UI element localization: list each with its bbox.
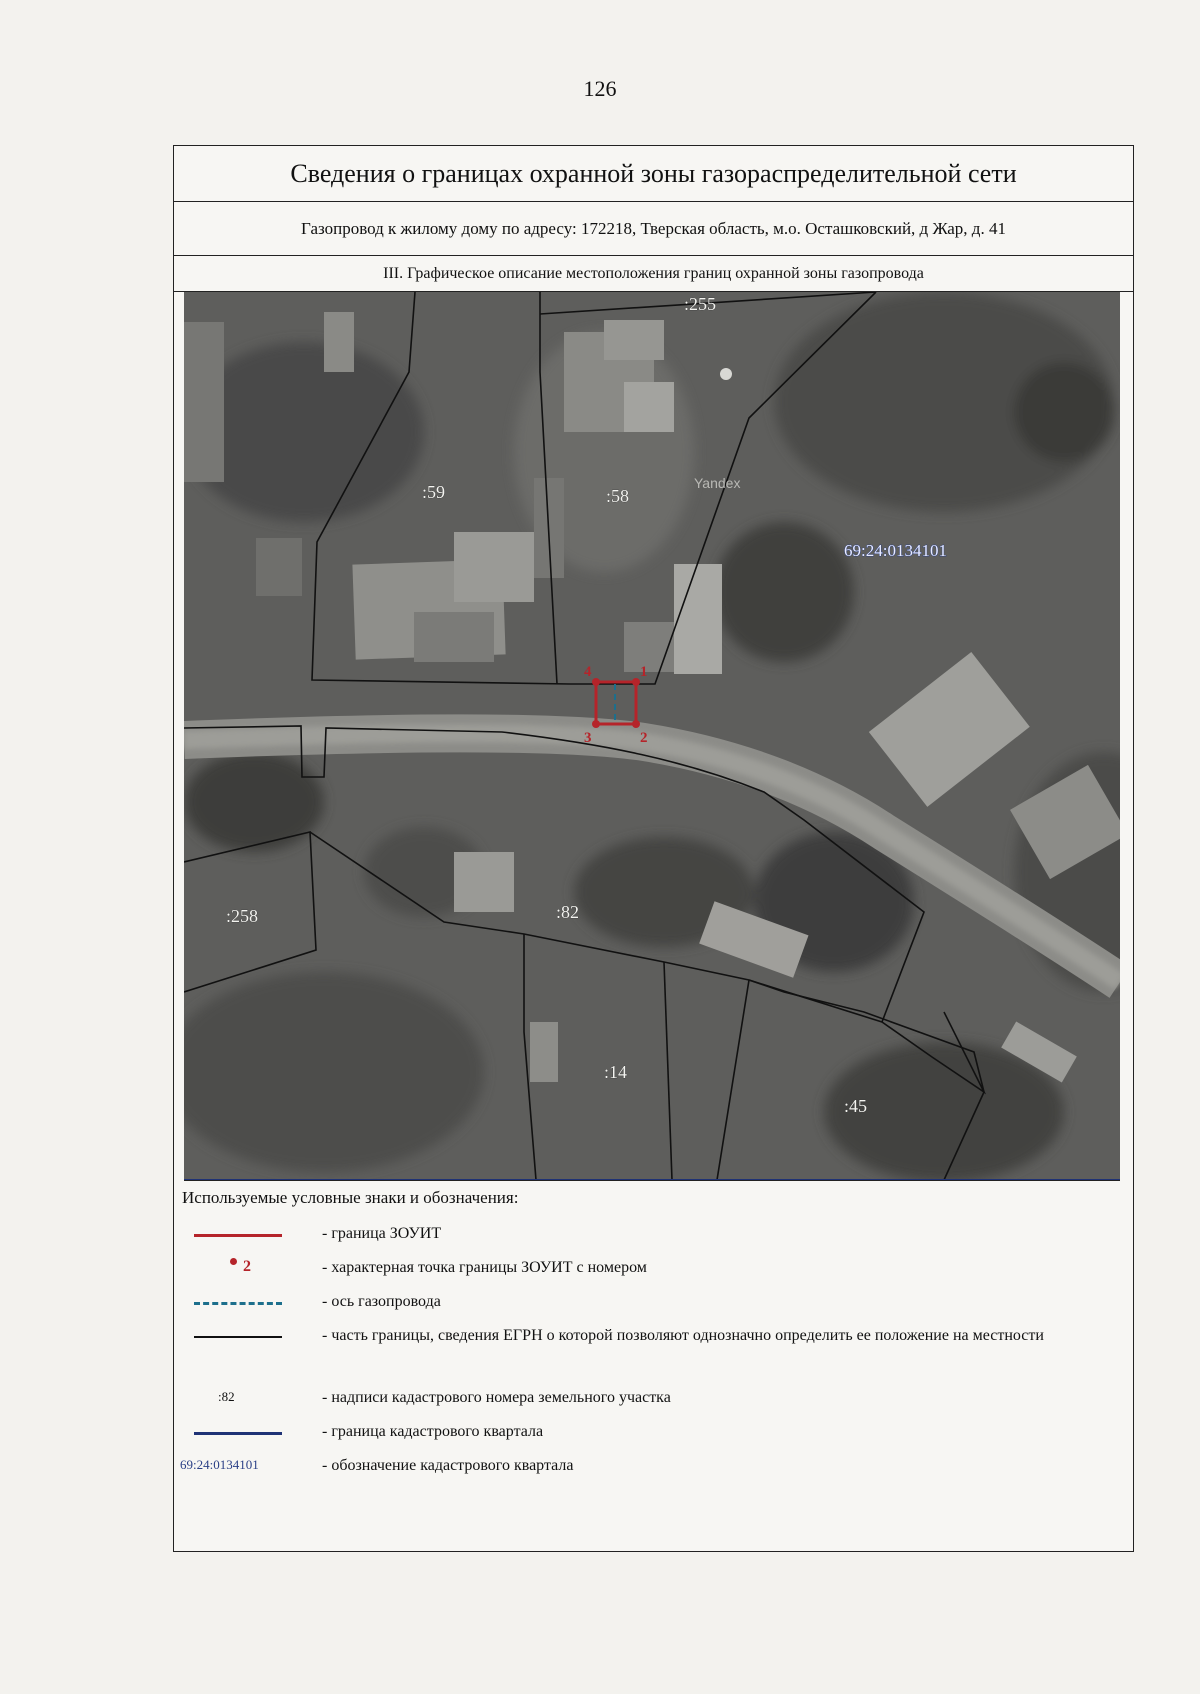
document-title: Сведения о границах охранной зоны газораспределительной сети xyxy=(174,146,1133,202)
legend-text: - надписи кадастрового номера земельного участка xyxy=(322,1389,671,1406)
legend-parcel-label-sample: :82 xyxy=(218,1389,235,1404)
legend-text: - граница ЗОУИТ xyxy=(322,1225,442,1242)
legend xyxy=(174,1180,1133,1550)
legend-point-number: 2 xyxy=(243,1258,251,1275)
legend-text: - обозначение кадастрового квартала xyxy=(322,1457,574,1474)
section-heading: III. Графическое описание местоположения границ охранной зоны газопровода xyxy=(174,256,1133,292)
zouit-boundary-symbol xyxy=(194,1222,286,1248)
parcel-label-symbol xyxy=(194,1386,286,1412)
legend-text: - характерная точка границы ЗОУИТ с номером xyxy=(322,1259,647,1276)
map-watermark: Yandex xyxy=(694,475,741,491)
legend-text: - граница кадастрового квартала xyxy=(322,1423,544,1440)
object-address: Газопровод к жилому дому по адресу: 172218, Тверская область, м.о. Осташковский, д Жар, д. 41 xyxy=(174,202,1133,256)
page-number: 126 xyxy=(583,76,617,101)
boundary-point-symbol xyxy=(194,1256,286,1282)
gas-axis-symbol xyxy=(194,1290,286,1316)
parcel-label-14: :14 xyxy=(604,1062,628,1082)
legend-text: - ось газопровода xyxy=(322,1293,441,1310)
parcel-boundary-symbol xyxy=(194,1324,286,1350)
quarter-label-symbol xyxy=(180,1454,286,1480)
aerial-map xyxy=(184,292,1120,1181)
legend-quarter-label-sample: 69:24:0134101 xyxy=(180,1457,259,1472)
boundary-point-3 xyxy=(592,720,600,728)
legend-title: Используемые условные знаки и обозначения: xyxy=(182,1188,519,1207)
parcel-label-58: :58 xyxy=(606,486,630,506)
legend-text: - часть границы, сведения ЕГРН о которой позволяют однозначно определить ее положение на местности xyxy=(322,1327,1044,1344)
parcel-label-255: :255 xyxy=(684,294,717,314)
point-label-3: 3 xyxy=(584,730,592,746)
point-label-1: 1 xyxy=(640,664,648,680)
quarter-label: 69:24:0134101 xyxy=(844,541,947,560)
parcel-label-82: :82 xyxy=(556,902,580,922)
point-label-2: 2 xyxy=(640,730,648,746)
point-label-4: 4 xyxy=(584,664,592,680)
quarter-boundary-symbol xyxy=(194,1420,286,1446)
boundary-point-2 xyxy=(632,720,640,728)
parcel-label-258: :258 xyxy=(226,906,259,926)
parcel-label-59: :59 xyxy=(422,482,446,502)
boundary-point-1 xyxy=(632,678,640,686)
parcel-label-45: :45 xyxy=(844,1096,868,1116)
document-sheet xyxy=(173,145,1134,1552)
boundary-point-4 xyxy=(592,678,600,686)
